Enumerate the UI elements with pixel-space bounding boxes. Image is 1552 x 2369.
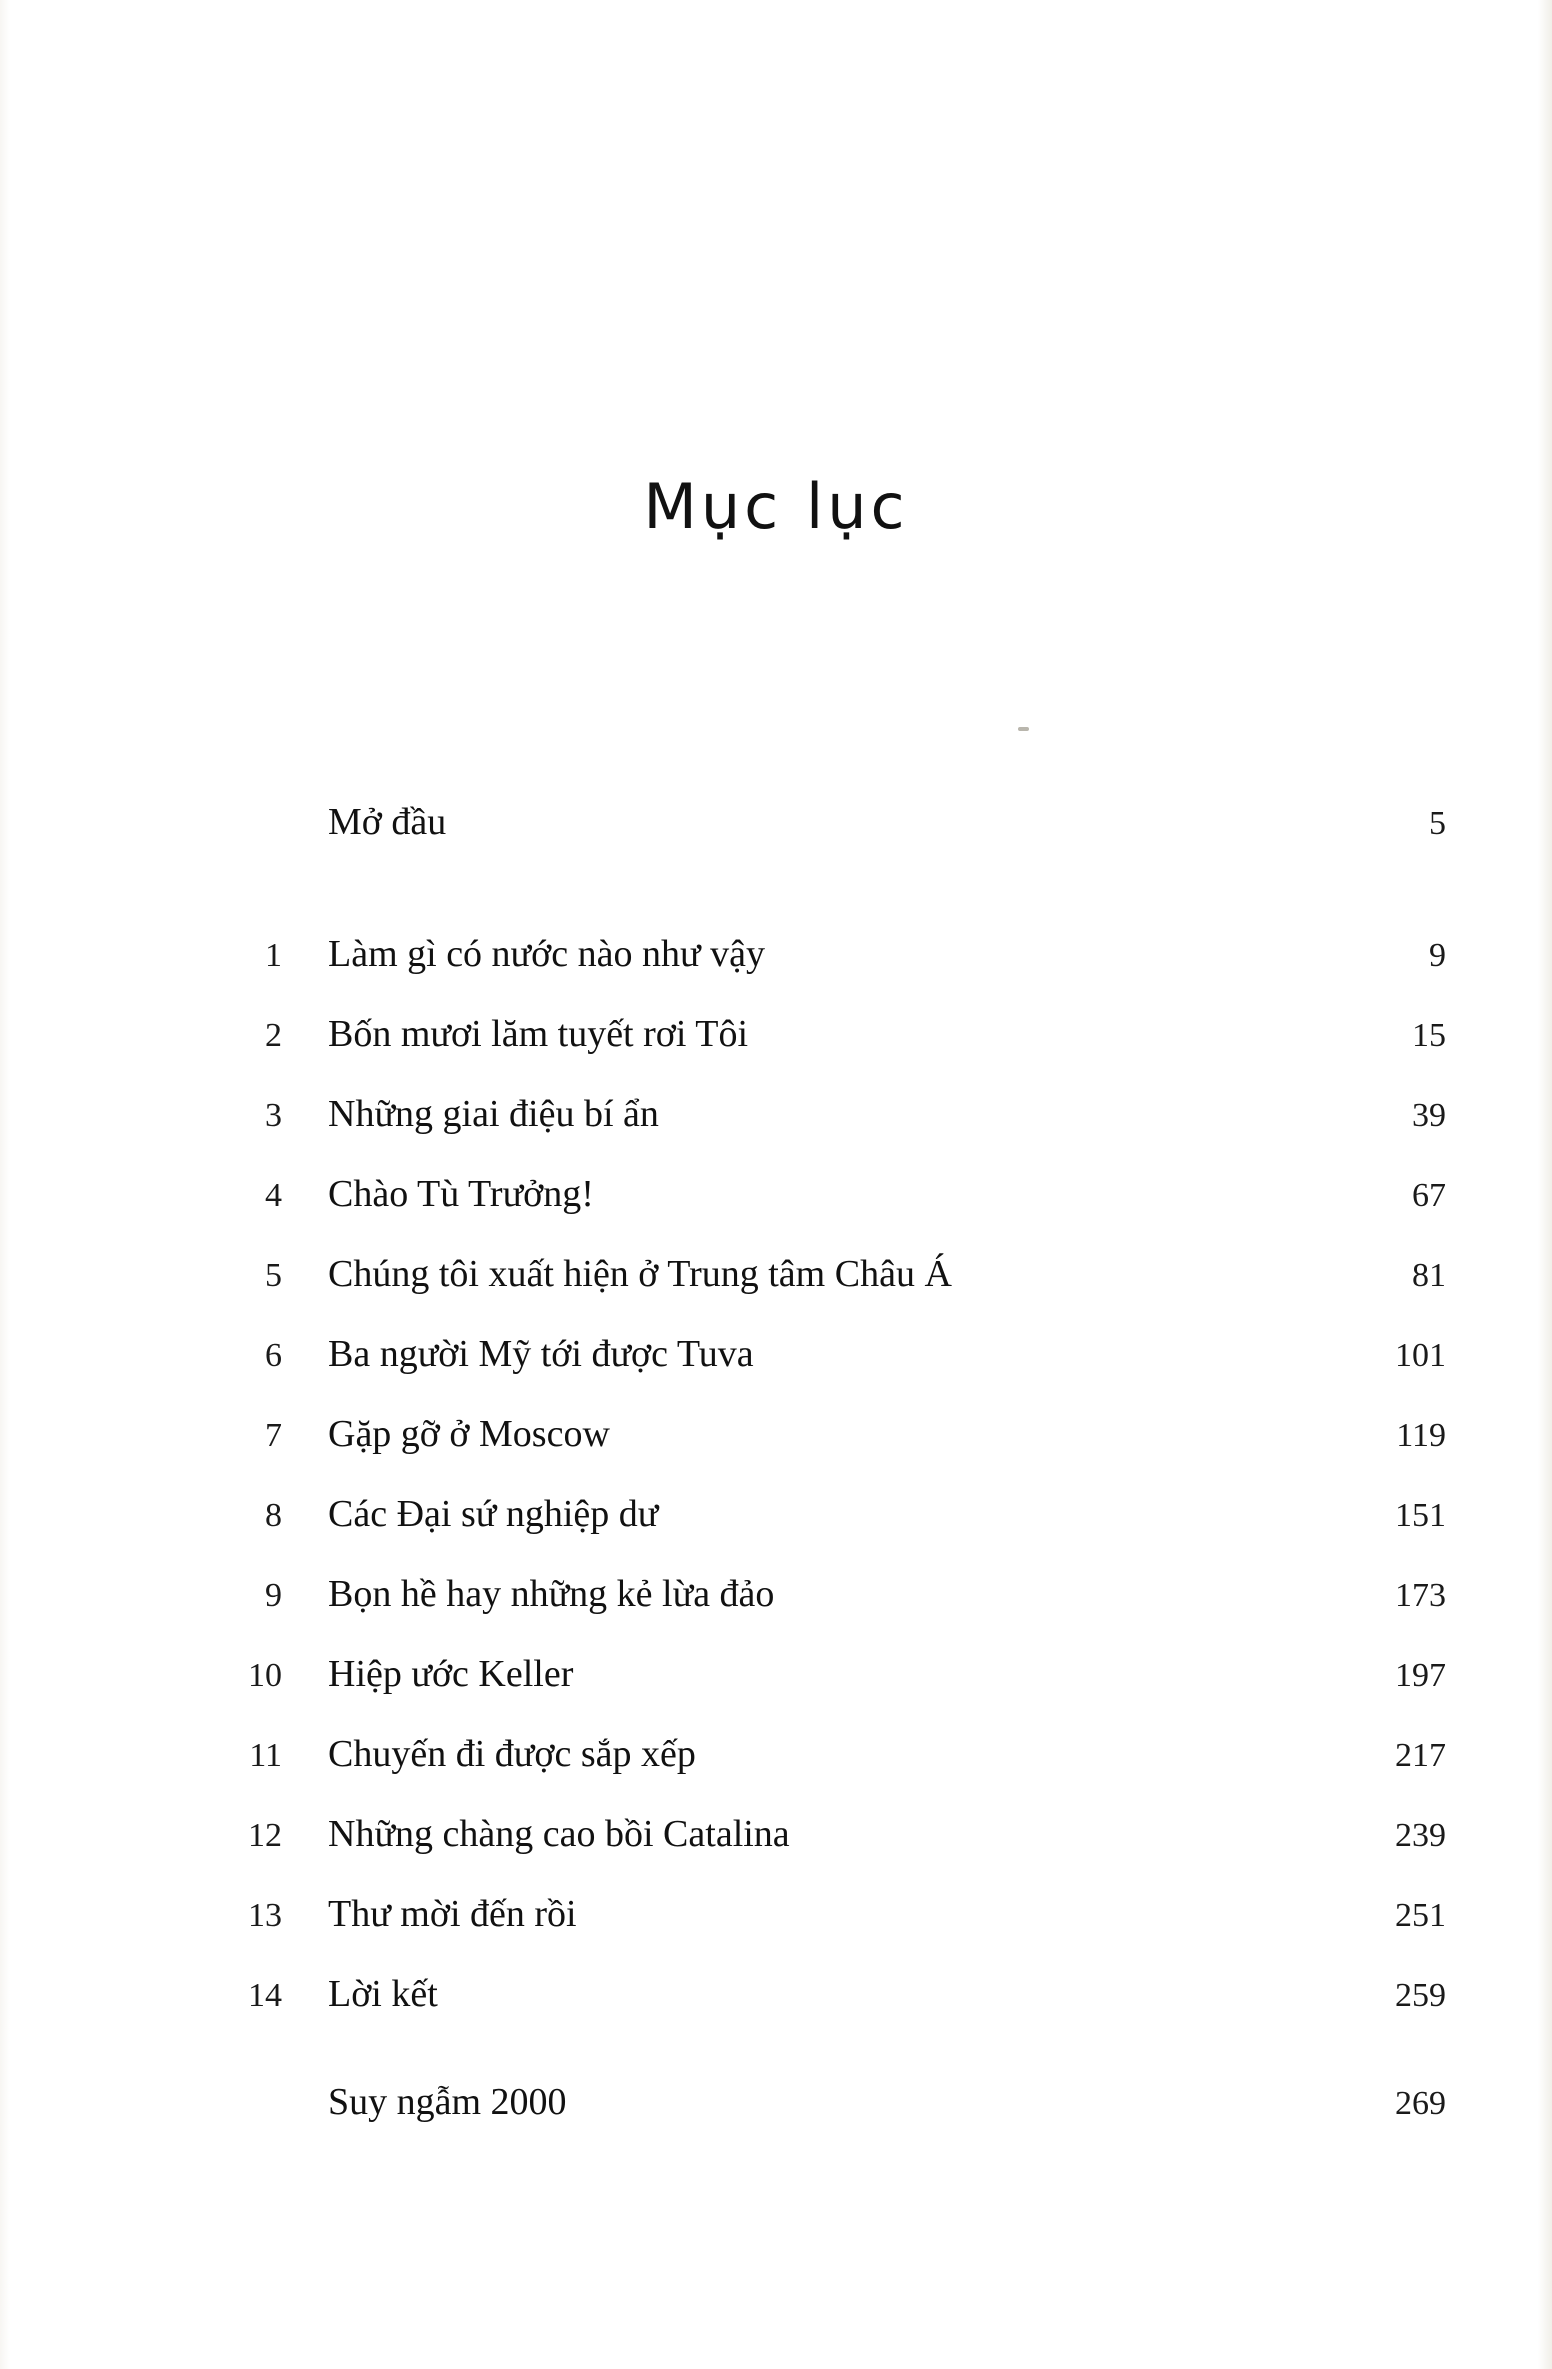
toc-entry-number: 6 — [265, 1337, 282, 1374]
toc-entry-chapter-5 — [186, 1252, 1446, 1332]
table-of-contents — [186, 800, 1446, 2160]
toc-entry-number: 1 — [265, 937, 282, 974]
toc-entry-title: Hiệp ước Keller — [328, 1653, 574, 1695]
toc-entry-page: 5 — [1429, 805, 1446, 842]
toc-entry-chapter-9 — [186, 1572, 1446, 1652]
toc-entry-title: Những giai điệu bí ẩn — [328, 1093, 659, 1135]
toc-entry-title: Bốn mươi lăm tuyết rơi Tôi — [328, 1013, 749, 1055]
toc-entry-front-matter — [186, 800, 1446, 932]
toc-entry-page: 81 — [1412, 1257, 1446, 1294]
page-title: Mục lục — [643, 470, 909, 543]
toc-entry-page: 259 — [1395, 1977, 1446, 2014]
toc-entry-chapter-12 — [186, 1812, 1446, 1892]
toc-entry-page: 269 — [1395, 2085, 1446, 2122]
toc-entry-title: Mở đầu — [328, 801, 447, 843]
toc-entry-title: Lời kết — [328, 1973, 438, 2015]
toc-entry-page: 197 — [1395, 1657, 1446, 1694]
toc-entry-chapter-7 — [186, 1412, 1446, 1492]
toc-entry-chapter-4 — [186, 1172, 1446, 1252]
toc-entry-title: Chào Tù Trưởng! — [328, 1173, 594, 1215]
toc-entry-title: Chúng tôi xuất hiện ở Trung tâm Châu Á — [328, 1253, 952, 1295]
toc-entry-number: 14 — [248, 1977, 282, 2014]
toc-entry-number: 5 — [265, 1257, 282, 1294]
toc-entry-title: Làm gì có nước nào như vậy — [328, 933, 765, 975]
toc-entry-title: Các Đại sứ nghiệp dư — [328, 1493, 659, 1535]
toc-entry-chapter-11 — [186, 1732, 1446, 1812]
toc-entry-title: Suy ngẫm 2000 — [328, 2081, 567, 2123]
toc-entry-back-matter — [186, 2080, 1446, 2160]
toc-entry-chapter-3 — [186, 1092, 1446, 1172]
toc-entry-page: 119 — [1396, 1417, 1446, 1454]
toc-entry-page: 217 — [1395, 1737, 1446, 1774]
toc-entry-number: 8 — [265, 1497, 282, 1534]
toc-entry-chapter-6 — [186, 1332, 1446, 1412]
toc-entry-number: 2 — [265, 1017, 282, 1054]
toc-entry-page: 39 — [1412, 1097, 1446, 1134]
page-speck — [1018, 727, 1029, 731]
toc-entry-number: 3 — [265, 1097, 282, 1134]
toc-entry-chapter-8 — [186, 1492, 1446, 1572]
toc-entry-title: Gặp gỡ ở Moscow — [328, 1413, 610, 1455]
toc-entry-page: 151 — [1395, 1497, 1446, 1534]
toc-entry-number: 7 — [265, 1417, 282, 1454]
toc-entry-number: 10 — [248, 1657, 282, 1694]
toc-entry-page: 239 — [1395, 1817, 1446, 1854]
toc-entry-title: Ba người Mỹ tới được Tuva — [328, 1333, 754, 1375]
toc-entry-title: Chuyến đi được sắp xếp — [328, 1733, 696, 1775]
toc-entry-title: Những chàng cao bồi Catalina — [328, 1813, 790, 1855]
toc-entry-page: 15 — [1412, 1017, 1446, 1054]
toc-entry-chapter-13 — [186, 1892, 1446, 1972]
toc-entry-page: 9 — [1429, 937, 1446, 974]
toc-entry-chapter-14 — [186, 1972, 1446, 2052]
toc-entry-page: 173 — [1395, 1577, 1446, 1614]
toc-entry-number: 13 — [248, 1897, 282, 1934]
toc-entry-page: 101 — [1395, 1337, 1446, 1374]
toc-entry-number: 4 — [265, 1177, 282, 1214]
toc-entry-title: Bọn hề hay những kẻ lừa đảo — [328, 1573, 775, 1615]
toc-entry-page: 251 — [1395, 1897, 1446, 1934]
toc-entry-number: 12 — [248, 1817, 282, 1854]
toc-entry-number: 9 — [265, 1577, 282, 1614]
toc-entry-page: 67 — [1412, 1177, 1446, 1214]
toc-entry-chapter-10 — [186, 1652, 1446, 1732]
toc-entry-chapter-2 — [186, 1012, 1446, 1092]
toc-entry-number: 11 — [249, 1737, 282, 1774]
toc-entry-title: Thư mời đến rồi — [328, 1893, 577, 1935]
toc-entry-chapter-1 — [186, 932, 1446, 1012]
